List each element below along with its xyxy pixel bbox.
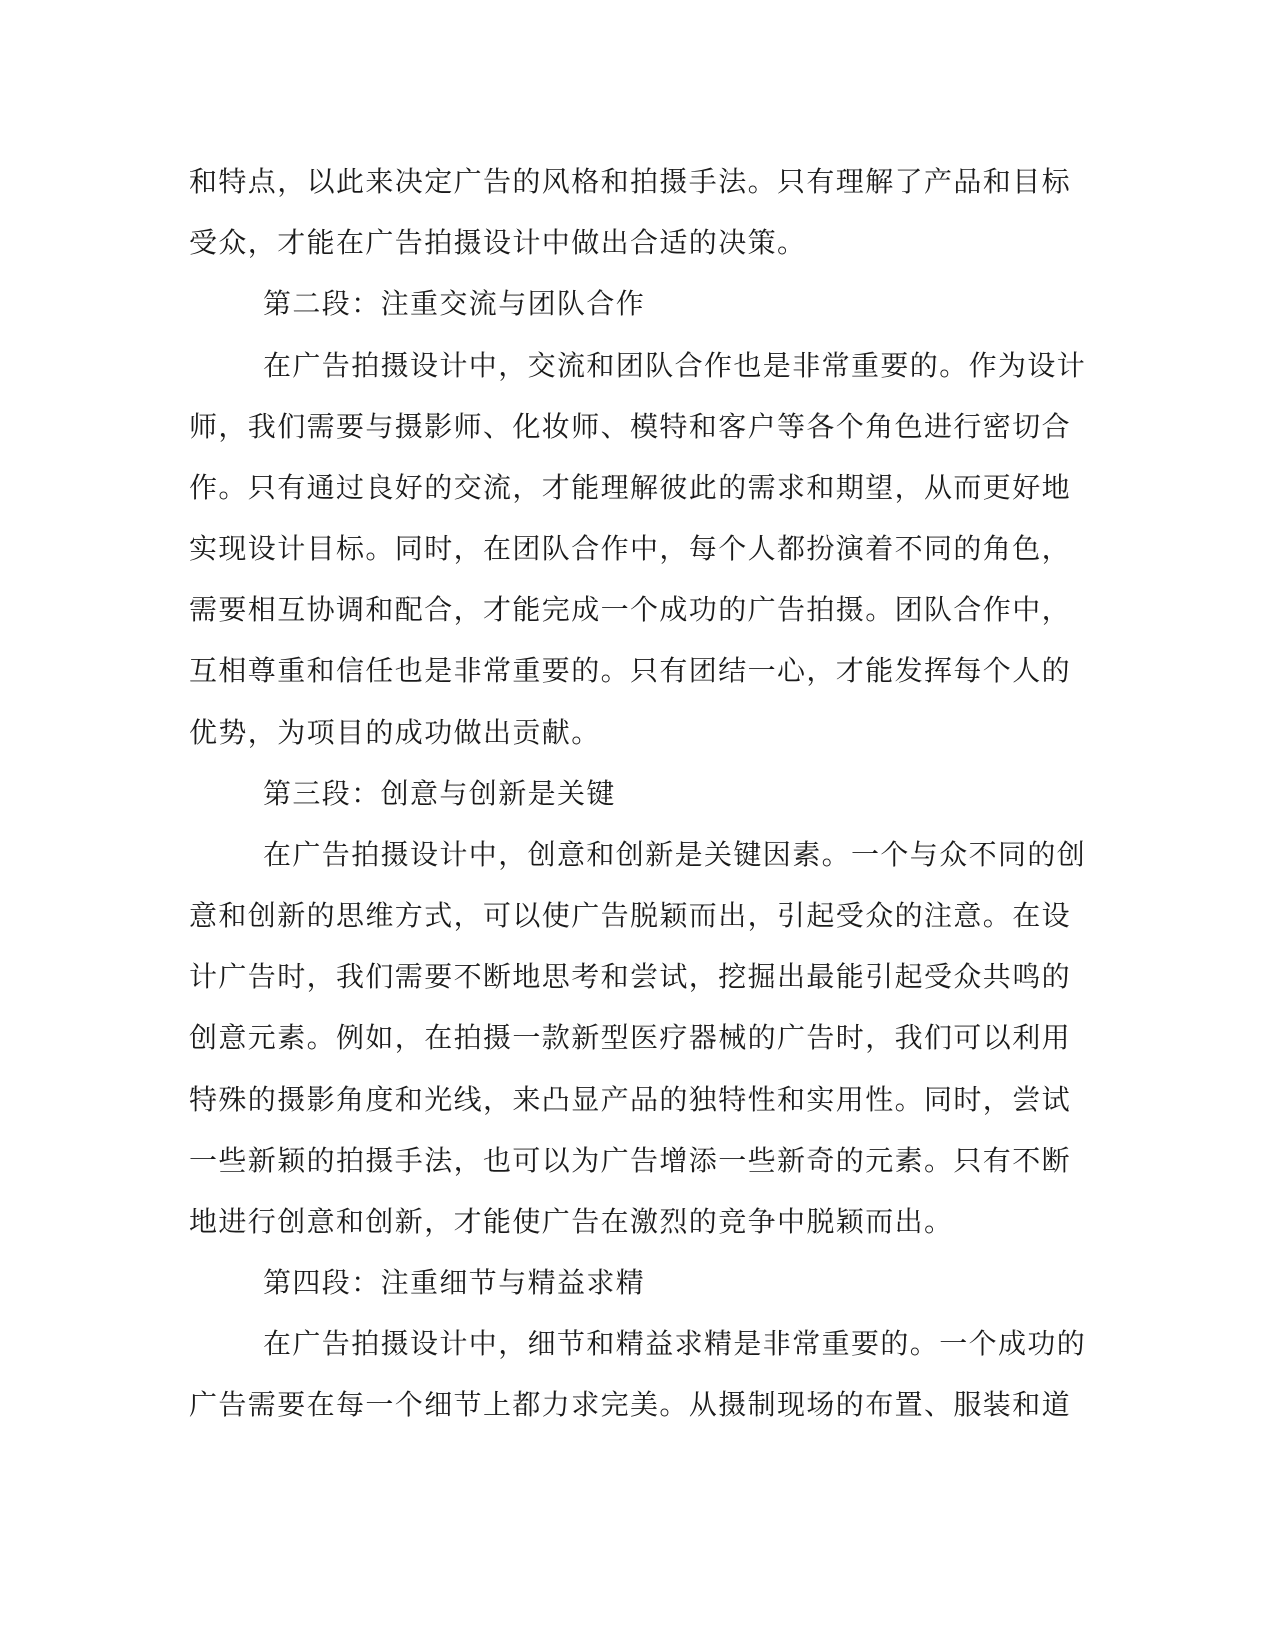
paragraph-first-line: 在广告拍摄设计中，细节和精益求精是非常重要的。一个成功的 [263,1327,1087,1360]
section-heading-2: 第二段：注重交流与团队合作 [263,287,646,320]
body-text-line: 互相尊重和信任也是非常重要的。只有团结一心，才能发挥每个人的 [189,654,1072,687]
body-text-line: 计广告时，我们需要不断地思考和尝试，挖掘出最能引起受众共鸣的 [189,960,1072,993]
body-text-line: 和特点，以此来决定广告的风格和拍摄手法。只有理解了产品和目标 [189,165,1072,198]
body-text-line: 需要相互协调和配合，才能完成一个成功的广告拍摄。团队合作中， [189,593,1072,626]
body-text-line: 一些新颖的拍摄手法，也可以为广告增添一些新奇的元素。只有不断 [189,1144,1072,1177]
body-text-line: 创意元素。例如，在拍摄一款新型医疗器械的广告时，我们可以利用 [189,1021,1072,1054]
body-text-line: 广告需要在每一个细节上都力求完美。从摄制现场的布置、服装和道 [189,1388,1072,1421]
section-heading-3: 第三段：创意与创新是关键 [263,777,616,810]
paragraph-first-line: 在广告拍摄设计中，交流和团队合作也是非常重要的。作为设计 [263,349,1087,382]
body-text-line: 受众，才能在广告拍摄设计中做出合适的决策。 [189,226,807,259]
body-text-line: 优势，为项目的成功做出贡献。 [189,716,601,749]
body-text-line: 意和创新的思维方式，可以使广告脱颖而出，引起受众的注意。在设 [189,899,1072,932]
body-text-line: 实现设计目标。同时，在团队合作中，每个人都扮演着不同的角色， [189,532,1072,565]
paragraph-first-line: 在广告拍摄设计中，创意和创新是关键因素。一个与众不同的创 [263,838,1087,871]
body-text-line: 师，我们需要与摄影师、化妆师、模特和客户等各个角色进行密切合 [189,410,1072,443]
body-text-line: 地进行创意和创新，才能使广告在激烈的竞争中脱颖而出。 [189,1205,954,1238]
body-text-line: 作。只有通过良好的交流，才能理解彼此的需求和期望，从而更好地 [189,471,1072,504]
body-text-line: 特殊的摄影角度和光线，来凸显产品的独特性和实用性。同时，尝试 [189,1083,1072,1116]
section-heading-4: 第四段：注重细节与精益求精 [263,1266,646,1299]
